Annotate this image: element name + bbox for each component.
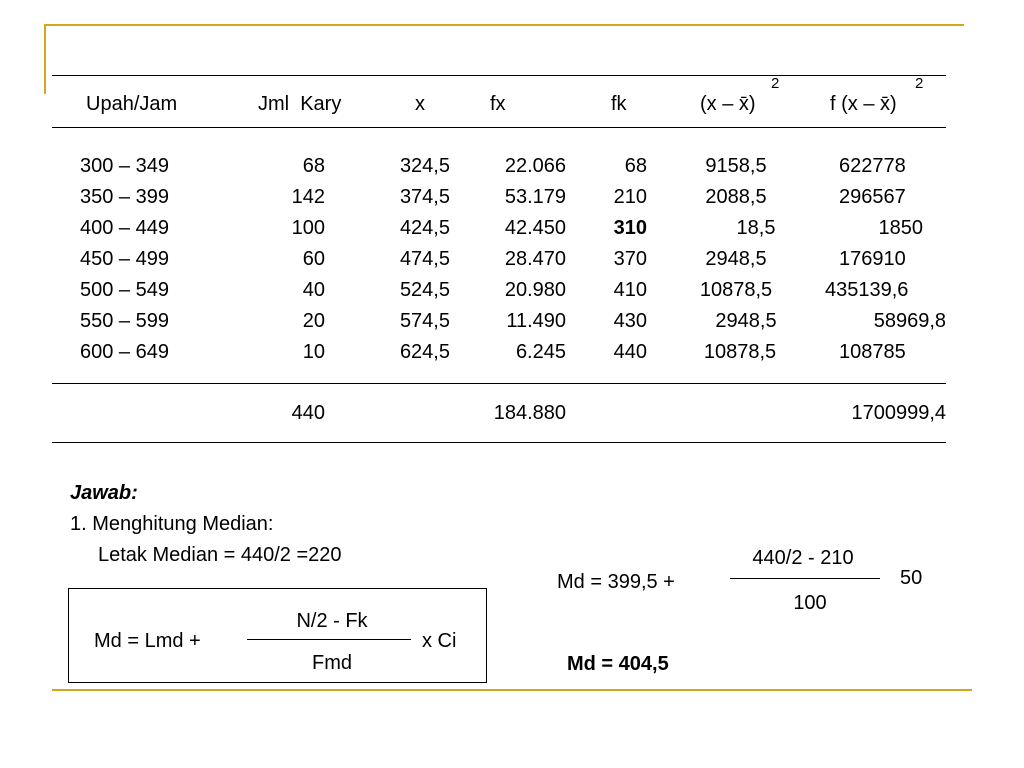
cell-upah: 400 – 449 [80, 217, 169, 239]
calc-numerator: 440/2 - 210 [752, 547, 854, 569]
header-weighted-deviation: f (x – x̄) [830, 93, 897, 115]
cell-weighted: 108785 [839, 341, 906, 363]
header-deviation: (x – x̄) [700, 93, 756, 115]
cell-weighted: 176910 [839, 248, 906, 270]
cell-upah: 300 – 349 [80, 155, 169, 177]
cell-upah: 500 – 549 [80, 279, 169, 301]
bottom-gold-rule [52, 689, 972, 691]
cell-fx: 42.450 [504, 217, 566, 239]
header-x: x [415, 93, 425, 115]
header-deviation-superscript: 2 [771, 75, 780, 92]
calc-lhs: Md = 399,5 + [557, 571, 675, 593]
cell-deviation: 18,5 [736, 217, 776, 239]
formula-fraction-bar [247, 639, 411, 640]
cell-x: 474,5 [399, 248, 450, 270]
cell-deviation: 2948,5 [715, 310, 777, 332]
total-fx: 184.880 [493, 402, 566, 424]
cell-fk: 210 [613, 186, 647, 208]
cell-jml: 20 [302, 310, 325, 332]
cell-upah: 350 – 399 [80, 186, 169, 208]
header-jml-kary: Jml Kary [258, 93, 342, 115]
cell-jml: 40 [302, 279, 325, 301]
cell-upah: 550 – 599 [80, 310, 169, 332]
cell-weighted: 296567 [839, 186, 906, 208]
cell-x: 624,5 [399, 341, 450, 363]
cell-weighted: 622778 [839, 155, 906, 177]
top-gold-rule [44, 24, 964, 26]
cell-upah: 450 – 499 [80, 248, 169, 270]
calc-fraction-bar [730, 578, 880, 579]
median-result: Md = 404,5 [567, 653, 669, 675]
cell-jml: 60 [302, 248, 325, 270]
cell-deviation: 2088,5 [705, 186, 767, 208]
table-top-rule [52, 75, 946, 76]
cell-upah: 600 – 649 [80, 341, 169, 363]
cell-fk: 370 [613, 248, 647, 270]
formula-suffix: x Ci [422, 630, 457, 652]
cell-fk: 68 [624, 155, 647, 177]
cell-jml: 142 [291, 186, 325, 208]
cell-fk: 440 [613, 341, 647, 363]
cell-weighted: 1850 [878, 217, 923, 239]
calc-multiplier: 50 [900, 567, 923, 589]
formula-denominator: Fmd [312, 652, 352, 674]
cell-fx: 53.179 [504, 186, 566, 208]
cell-x: 574,5 [399, 310, 450, 332]
cell-jml: 68 [302, 155, 325, 177]
cell-deviation: 2948,5 [705, 248, 767, 270]
cell-fx: 28.470 [504, 248, 566, 270]
cell-x: 374,5 [399, 186, 450, 208]
cell-fx: 6.245 [515, 341, 566, 363]
total-jml: 440 [291, 402, 325, 424]
cell-jml: 100 [291, 217, 325, 239]
cell-deviation: 10878,5 [699, 279, 773, 301]
formula-lhs: Md = Lmd + [94, 630, 201, 652]
formula-numerator: N/2 - Fk [296, 610, 368, 632]
cell-x: 324,5 [399, 155, 450, 177]
table-header-rule [52, 127, 946, 128]
cell-fx: 20.980 [504, 279, 566, 301]
table-bottom-rule [52, 442, 946, 443]
total-fx2: 1700999,4 [851, 402, 946, 424]
cell-fk: 430 [613, 310, 647, 332]
cell-jml: 10 [302, 341, 325, 363]
table-body-rule [52, 383, 946, 384]
header-upah-jam: Upah/Jam [86, 93, 178, 115]
cell-fk: 410 [613, 279, 647, 301]
calc-denominator: 100 [793, 592, 827, 614]
cell-fx: 22.066 [504, 155, 566, 177]
cell-fk-highlight: 310 [613, 217, 647, 239]
cell-x: 524,5 [399, 279, 450, 301]
cell-deviation: 9158,5 [705, 155, 767, 177]
cell-deviation: 10878,5 [703, 341, 777, 363]
cell-fx: 11.490 [506, 310, 566, 332]
cell-weighted: 435139,6 [825, 279, 909, 301]
cell-weighted: 58969,8 [873, 310, 946, 332]
answer-heading: Jawab: [70, 482, 138, 504]
header-fk: fk [611, 93, 627, 115]
header-fx: fx [490, 93, 506, 115]
cell-x: 424,5 [399, 217, 450, 239]
median-formula-box [68, 588, 487, 683]
left-gold-rule [44, 24, 46, 94]
median-position: Letak Median = 440/2 =220 [98, 544, 342, 566]
header-weighted-deviation-superscript: 2 [915, 75, 924, 92]
answer-step: 1. Menghitung Median: [70, 513, 274, 535]
